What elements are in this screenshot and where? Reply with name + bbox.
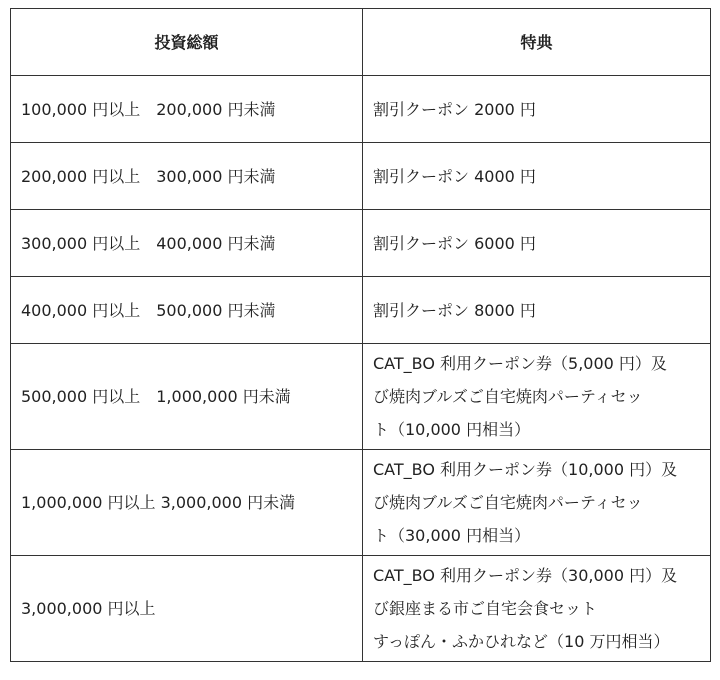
benefit-line: すっぽん・ふかひれなど（10 万円相当） [373, 632, 670, 651]
benefit-line: CAT_BO 利用クーポン券（10,000 円）及 [373, 460, 678, 479]
header-benefit: 特典 [363, 9, 711, 76]
amount-cell: 100,000 円以上 200,000 円未満 [11, 76, 363, 143]
amount-cell: 200,000 円以上 300,000 円未満 [11, 143, 363, 210]
table-row [11, 344, 711, 450]
benefit-line: CAT_BO 利用クーポン券（30,000 円）及 [373, 566, 678, 585]
table-row [11, 556, 711, 662]
amount-cell: 400,000 円以上 500,000 円未満 [11, 277, 363, 344]
benefit-line: ト（10,000 円相当） [373, 420, 531, 439]
table-row [11, 277, 711, 344]
table-header-row [11, 9, 711, 76]
table-row [11, 210, 711, 277]
benefit-line: び銀座まる市ご自宅会食セット [373, 599, 598, 618]
benefit-line: 割引クーポン 6000 円 [373, 233, 536, 253]
benefit-line: ト（30,000 円相当） [373, 526, 531, 545]
amount-cell: 300,000 円以上 400,000 円未満 [11, 210, 363, 277]
benefit-table-container [10, 8, 710, 662]
amount-cell: 3,000,000 円以上 [11, 556, 363, 662]
benefit-line: 割引クーポン 4000 円 [373, 166, 536, 186]
benefit-line: び焼肉ブルズご自宅焼肉パーティセッ [373, 387, 643, 406]
investment-benefit-table [10, 8, 711, 662]
benefit-cell [363, 450, 711, 556]
benefit-line: び焼肉ブルズご自宅焼肉パーティセッ [373, 493, 643, 512]
table-row [11, 143, 711, 210]
benefit-line: CAT_BO 利用クーポン券（5,000 円）及 [373, 354, 667, 373]
benefit-cell [363, 344, 711, 450]
benefit-cell [363, 556, 711, 662]
amount-cell: 1,000,000 円以上 3,000,000 円未満 [11, 450, 363, 556]
header-investment-amount: 投資総額 [11, 9, 363, 76]
benefit-cell [363, 76, 711, 143]
table-row [11, 450, 711, 556]
table-row [11, 76, 711, 143]
benefit-cell [363, 277, 711, 344]
amount-cell: 500,000 円以上 1,000,000 円未満 [11, 344, 363, 450]
benefit-cell [363, 210, 711, 277]
benefit-cell [363, 143, 711, 210]
benefit-line: 割引クーポン 2000 円 [373, 99, 536, 119]
benefit-line: 割引クーポン 8000 円 [373, 300, 536, 320]
